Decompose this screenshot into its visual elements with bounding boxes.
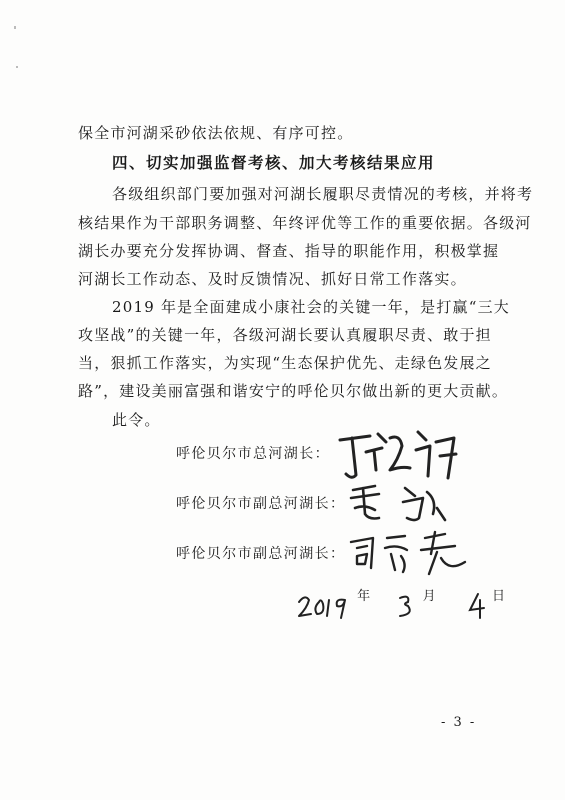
date-month-unit: 月 <box>422 588 436 604</box>
paragraph-line: 攻坚战”的关键一年，各级河湖长要认真履职尽责、敢于担 <box>78 326 492 344</box>
section-heading: 四、切实加强监督考核、加大考核结果应用 <box>112 154 436 172</box>
handwritten-signature <box>345 478 455 528</box>
scan-speck <box>16 66 18 68</box>
date <box>297 588 506 620</box>
continuation-line: 保全市河湖采砂依法依规、有序可控。 <box>78 124 354 142</box>
handwritten-signature <box>345 528 475 578</box>
paragraph-line: 当，狠抓工作落实，为实现“生态保护优先、走绿色发展之 <box>78 354 492 372</box>
paragraph-line: 湖长办要充分发挥协调、督查、指导的职能作用，积极掌握 <box>78 242 500 260</box>
paragraph-line: 路”，建设美丽富强和谐安宁的呼伦贝尔做出新的更大贡献。 <box>78 382 509 400</box>
date-year-handwritten <box>297 592 353 620</box>
signature-title: 呼伦贝尔市副总河湖长： <box>176 496 346 512</box>
scan-speck <box>14 26 16 29</box>
paragraph-line: 各级组织部门要加强对河湖长履职尽责情况的考核，并将考 <box>112 185 534 203</box>
date-day-handwritten <box>466 592 488 620</box>
signature-title: 呼伦贝尔市副总河湖长： <box>176 546 346 562</box>
date-year-unit: 年 <box>357 588 371 604</box>
signature-title: 呼伦贝尔市总河湖长： <box>176 446 330 462</box>
paragraph-line: 河湖长工作动态、及时反馈情况、抓好日常工作落实。 <box>78 270 467 288</box>
paragraph-line: 2019 年是全面建成小康社会的关键一年，是打赢“三大 <box>112 298 511 316</box>
page-number: - 3 - <box>441 715 477 730</box>
closing-text: 此令。 <box>112 411 161 429</box>
date-day-unit: 日 <box>492 588 506 604</box>
date-month-handwritten <box>396 592 418 620</box>
paragraph-line: 核结果作为干部职务调整、年终评优等工作的重要依据。各级河 <box>78 214 532 232</box>
